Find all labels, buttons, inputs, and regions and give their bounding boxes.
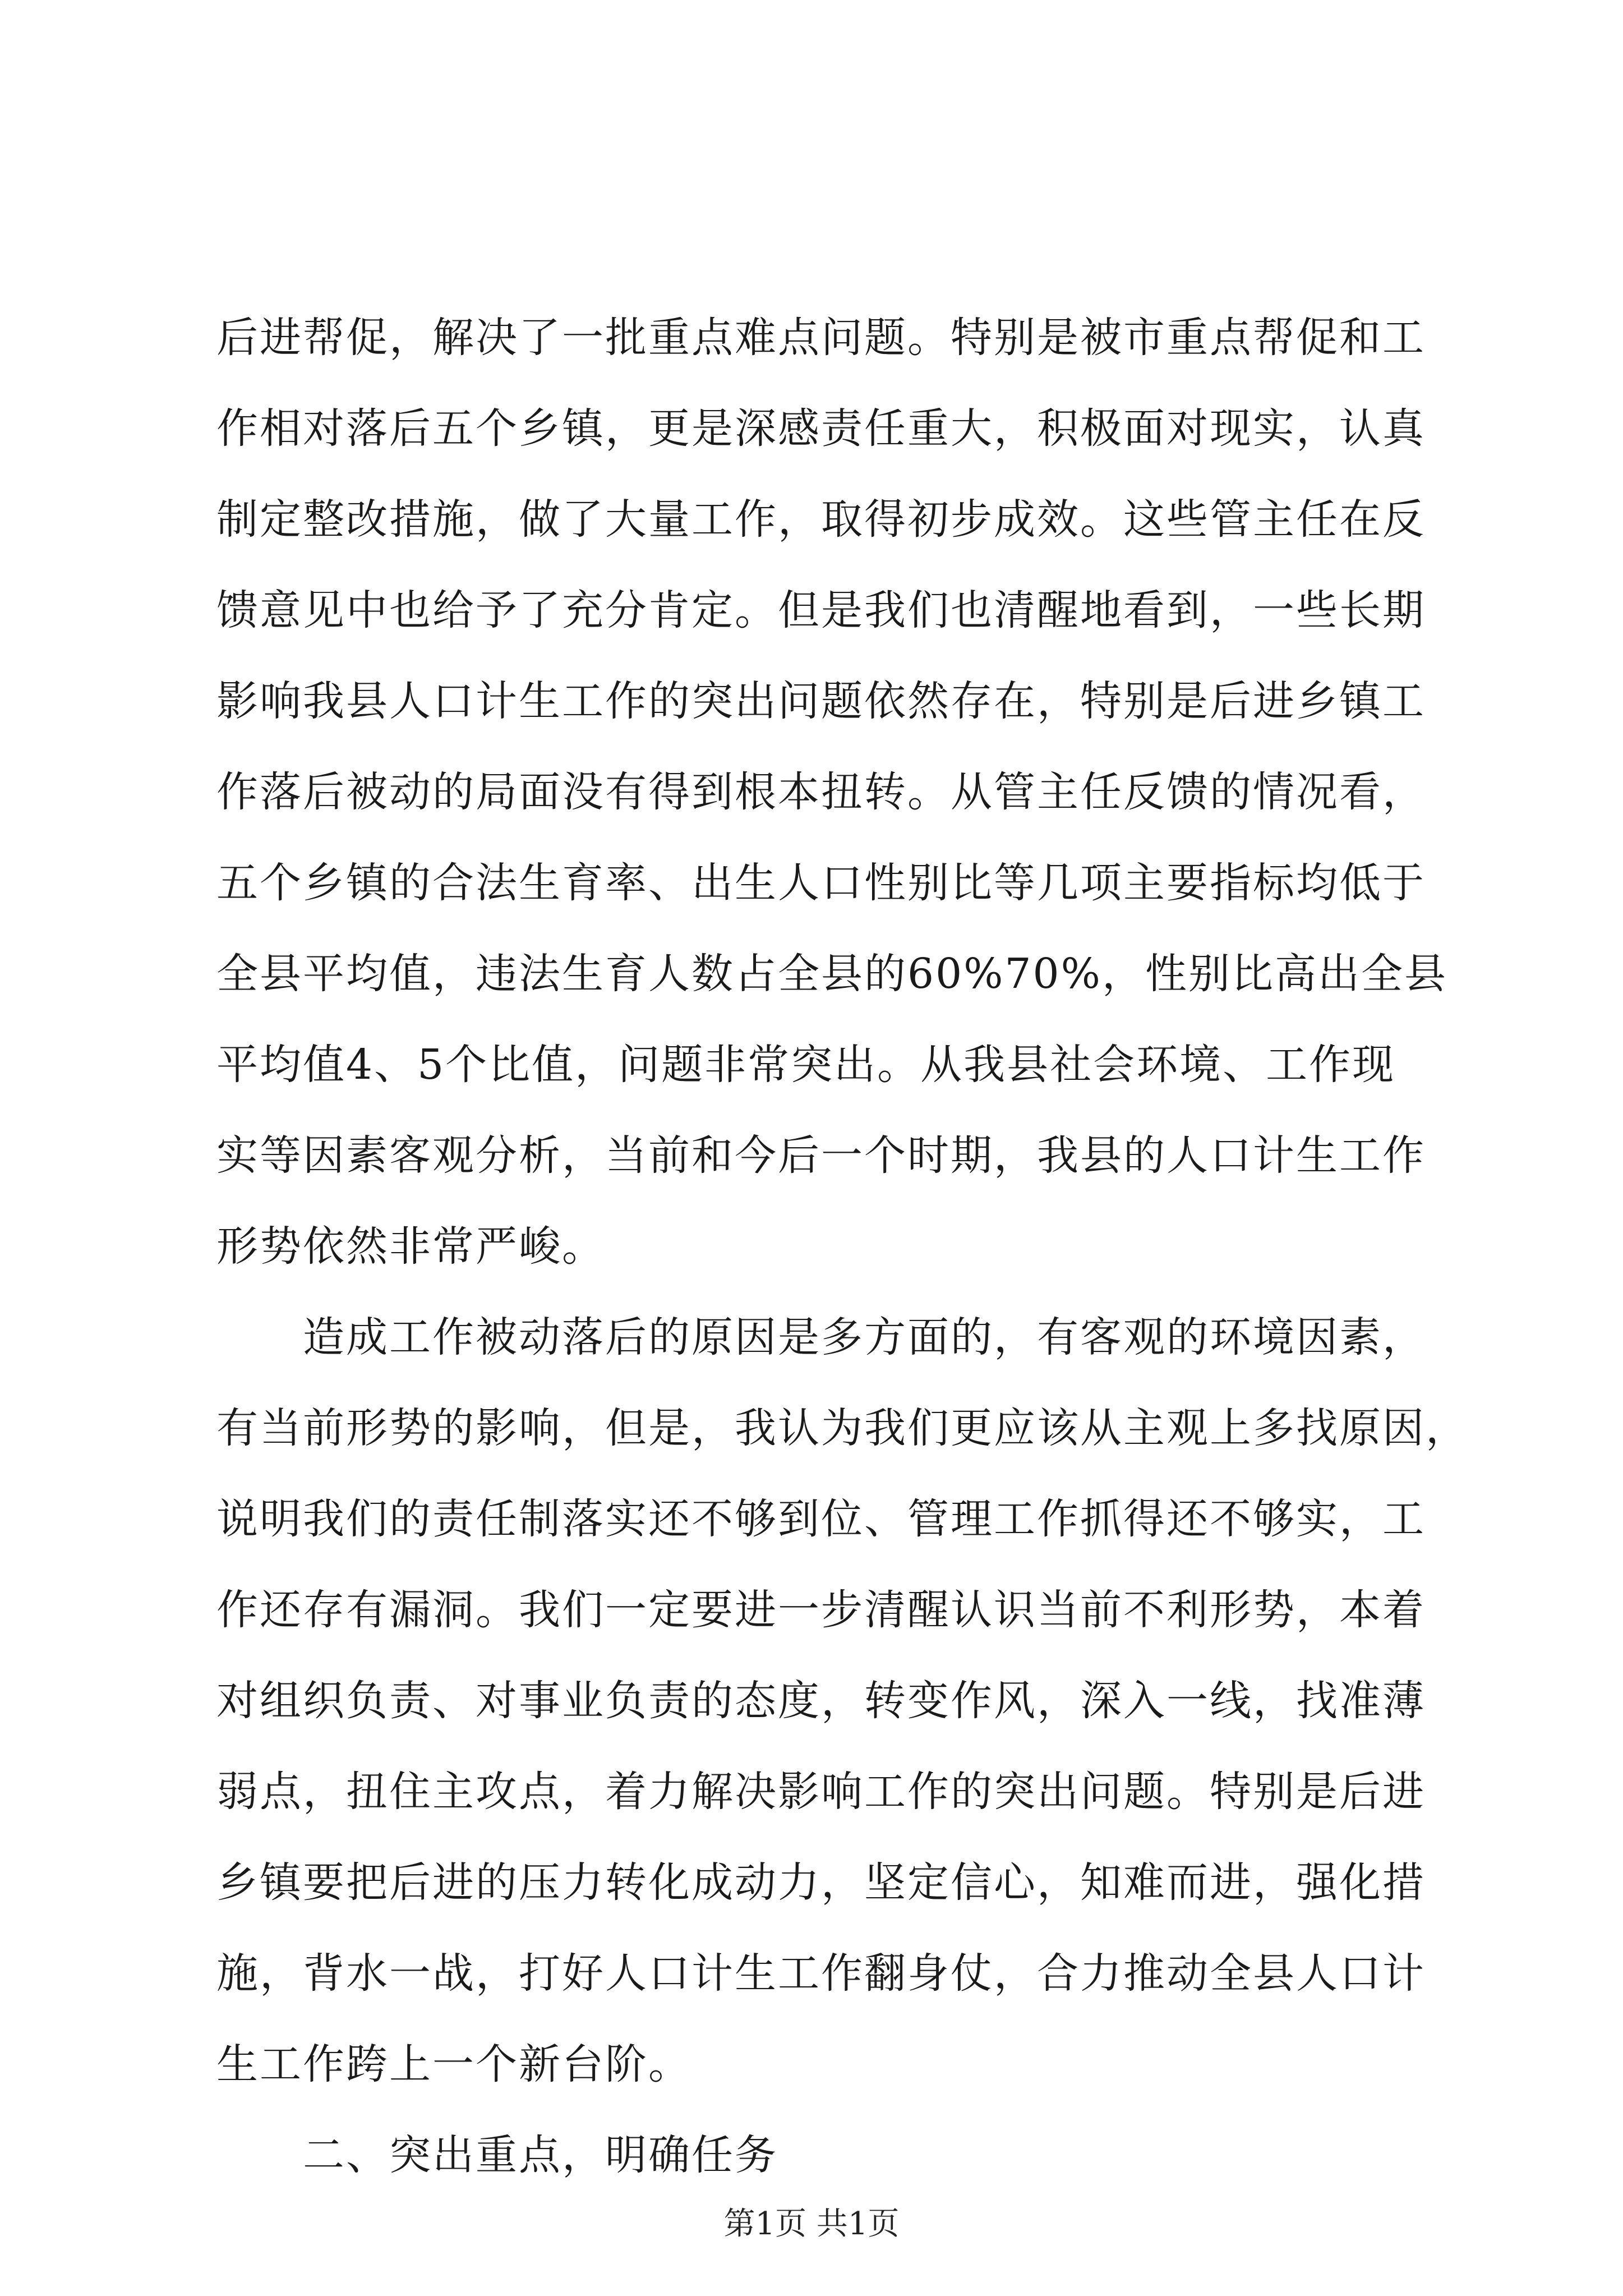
text-line: 平均值4、5个比值，问题非常突出。从我县社会环境、工作现: [216, 1041, 1396, 1089]
section-heading: 二、突出重点，明确任务: [303, 2131, 778, 2179]
page-footer: 第1页 共1页: [723, 2206, 900, 2242]
text-line: 作落后被动的局面没有得到根本扭转。从管主任反馈的情况看，: [216, 768, 1426, 816]
text-line: 对组织负责、对事业负责的态度，转变作风，深入一线，找准薄: [216, 1677, 1426, 1725]
text-line: 弱点，扭住主攻点，着力解决影响工作的突出问题。特别是后进: [216, 1768, 1426, 1816]
text-line: 施，背水一战，打好人口计生工作翻身仗，合力推动全县人口计: [216, 1949, 1426, 1998]
text-line: 影响我县人口计生工作的突出问题依然存在，特别是后进乡镇工: [216, 677, 1426, 725]
text-line: 有当前形势的影响，但是，我认为我们更应该从主观上多找原因，: [216, 1404, 1469, 1452]
text-line: 造成工作被动落后的原因是多方面的，有客观的环境因素，: [303, 1313, 1426, 1361]
text-line: 馈意见中也给予了充分肯定。但是我们也清醒地看到，一些长期: [216, 586, 1426, 634]
text-line: 说明我们的责任制落实还不够到位、管理工作抓得还不够实，工: [216, 1495, 1426, 1543]
text-line: 形势依然非常严峻。: [216, 1222, 605, 1271]
text-line: 后进帮促，解决了一批重点难点问题。特别是被市重点帮促和工: [216, 314, 1426, 362]
text-line: 生工作跨上一个新台阶。: [216, 2040, 691, 2088]
text-line: 全县平均值，违法生育人数占全县的60%70%，性别比高出全县: [216, 950, 1447, 998]
text-line: 作还存有漏洞。我们一定要进一步清醒认识当前不利形势，本着: [216, 1586, 1426, 1634]
text-line: 五个乡镇的合法生育率、出生人口性别比等几项主要指标均低于: [216, 859, 1426, 907]
text-line: 实等因素客观分析，当前和今后一个时期，我县的人口计生工作: [216, 1131, 1426, 1180]
text-line: 制定整改措施，做了大量工作，取得初步成效。这些管主任在反: [216, 495, 1426, 544]
text-line: 乡镇要把后进的压力转化成动力，坚定信心，知难而进，强化措: [216, 1858, 1426, 1907]
text-line: 作相对落后五个乡镇，更是深感责任重大，积极面对现实，认真: [216, 404, 1426, 453]
